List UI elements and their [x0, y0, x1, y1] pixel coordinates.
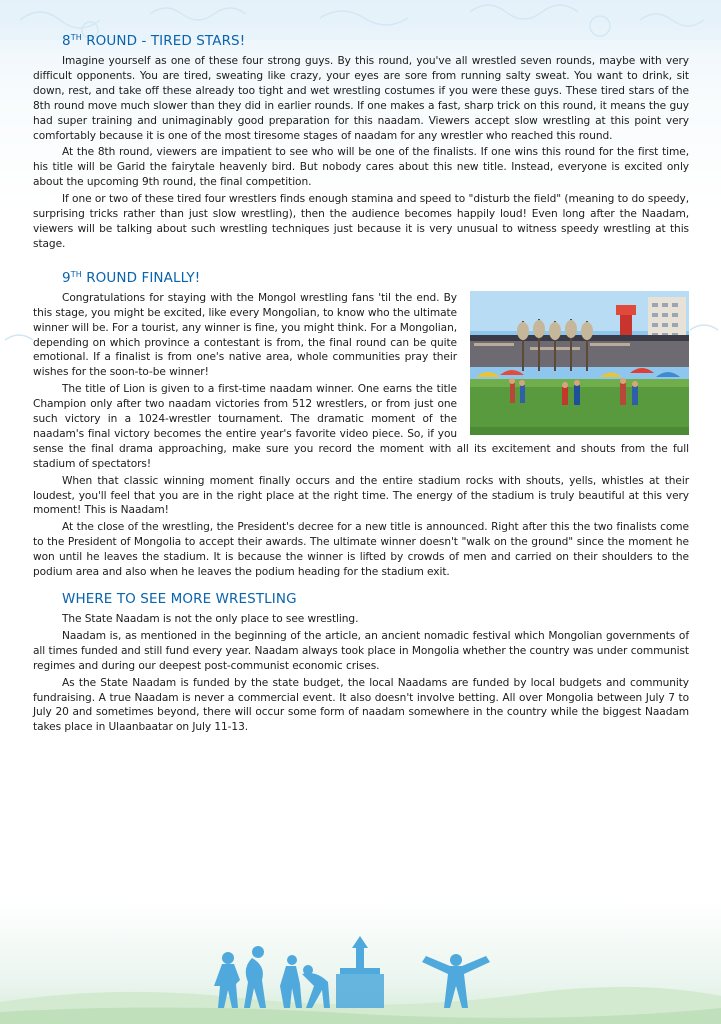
paragraph: As the State Naadam is funded by the state budget, the local Naadams are funded by local budgets and community fundraising. A true Naadam is never a commercial event. It also doesn't involve betting. All over Mongolia between July 7 to July 20 and sometimes beyond, there will occur some form of naadam somewhere in the country while the biggest Naadam takes place in Ulaanbaatar on July 11-13.: [33, 676, 689, 734]
stadium-wrestling-photo: [470, 291, 689, 435]
paragraph: The title of Lion is given to a first-time naadam winner. One earns the title Champion only after two naadam victories from 512 wrestlers, or from just one such victory in a 1024-wrestler tournament. The dramatic moment of the naadam's final victory becomes the entire year's favorite video piece. So, if you sense the final drama approaching, make sure you record the moment with all its excitement and shouts from the full stadium of spectators!: [33, 383, 689, 470]
article-page: [33, 28, 689, 737]
paragraph: Imagine yourself as one of these four strong guys. By this round, you've all wrestled seven rounds, maybe with very difficult opponents. You are tired, sweating like crazy, your eyes are sore from running salty sweat. You want to drink, sit down, rest, and take off these already too tight and wet wrestling costumes if you were these guys. These tired stars of the 8th round move much slower than they did in earlier rounds. If one makes a fast, sharp trick on this round, it means the guy had super training and unimaginably good preparation for this naadam. Viewers accept slow wrestling at this point very comfortably because it is one of the most tiresome stages of naadam for any wrestler who reached this round.: [33, 55, 689, 142]
section-heading-8th-round: 8TH ROUND - TIRED STARS!: [62, 33, 246, 49]
paragraph: The State Naadam is not the only place to see wrestling.: [62, 613, 359, 625]
section-heading-9th-round: 9TH ROUND FINALLY!: [62, 269, 201, 286]
paragraph: Congratulations for staying with the Mongol wrestling fans 'til the end. By this stage, you might be excited, like every Mongolian, to know who the ultimate winner will be. For a tourist, any winner is fine, you might think. For a Mongolian, depending on which province a contestant is from, the final round can be quite emotional. If a finalist is from one's native area, whole communities pray their wishes for the soon-to-be winner!: [33, 291, 457, 379]
section-heading-where-to-see: WHERE TO SEE MORE WRESTLING: [62, 591, 297, 607]
paragraph: If one or two of these tired four wrestlers finds enough stamina and speed to "disturb the field" (meaning to do speedy, surprising tricks rather than just slow wrestling), then the audience becomes happily loud! Even long after the Naadam, viewers will be talking about such wrestling techniques just because it is very unusual to witness speedy wrestling at this stage.: [33, 193, 689, 250]
wrestler-silhouette-footer: [0, 930, 721, 1024]
paragraph: At the 8th round, viewers are impatient to see who will be one of the finalists. If one wins this round for the first time, his title will be Garid the fairytale heavenly bird. But nobody cares about this new title. Instead, everyone is excited only about the upcoming 9th round, the final competition.: [33, 146, 689, 189]
paragraph: At the close of the wrestling, the President's decree for a new title is announced. Right after this the two finalists come to the President of Mongolia to accept their awards. The ultimate winner doesn't "walk on the ground" since the moment he won until he leaves the stadium. It is because the winner is lifted by crowds of men and carried on their shoulders to the podium area and also when he leaves the podium heading for the stadium exit.: [33, 521, 689, 579]
paragraph: Naadam is, as mentioned in the beginning of the article, an ancient nomadic festival which Mongolian governments of all times funded and still fund every year. Naadam always took place in Mongolia whether the country was under communist regimes and during our deepest post-communist economic crises.: [33, 629, 689, 672]
paragraph: When that classic winning moment finally occurs and the entire stadium rocks with shouts, yells, whistles at their loudest, you'll feel that you are in the right place at the right time. The energy of the stadium is truly beautiful at this very moment! This is Naadam!: [33, 474, 689, 517]
